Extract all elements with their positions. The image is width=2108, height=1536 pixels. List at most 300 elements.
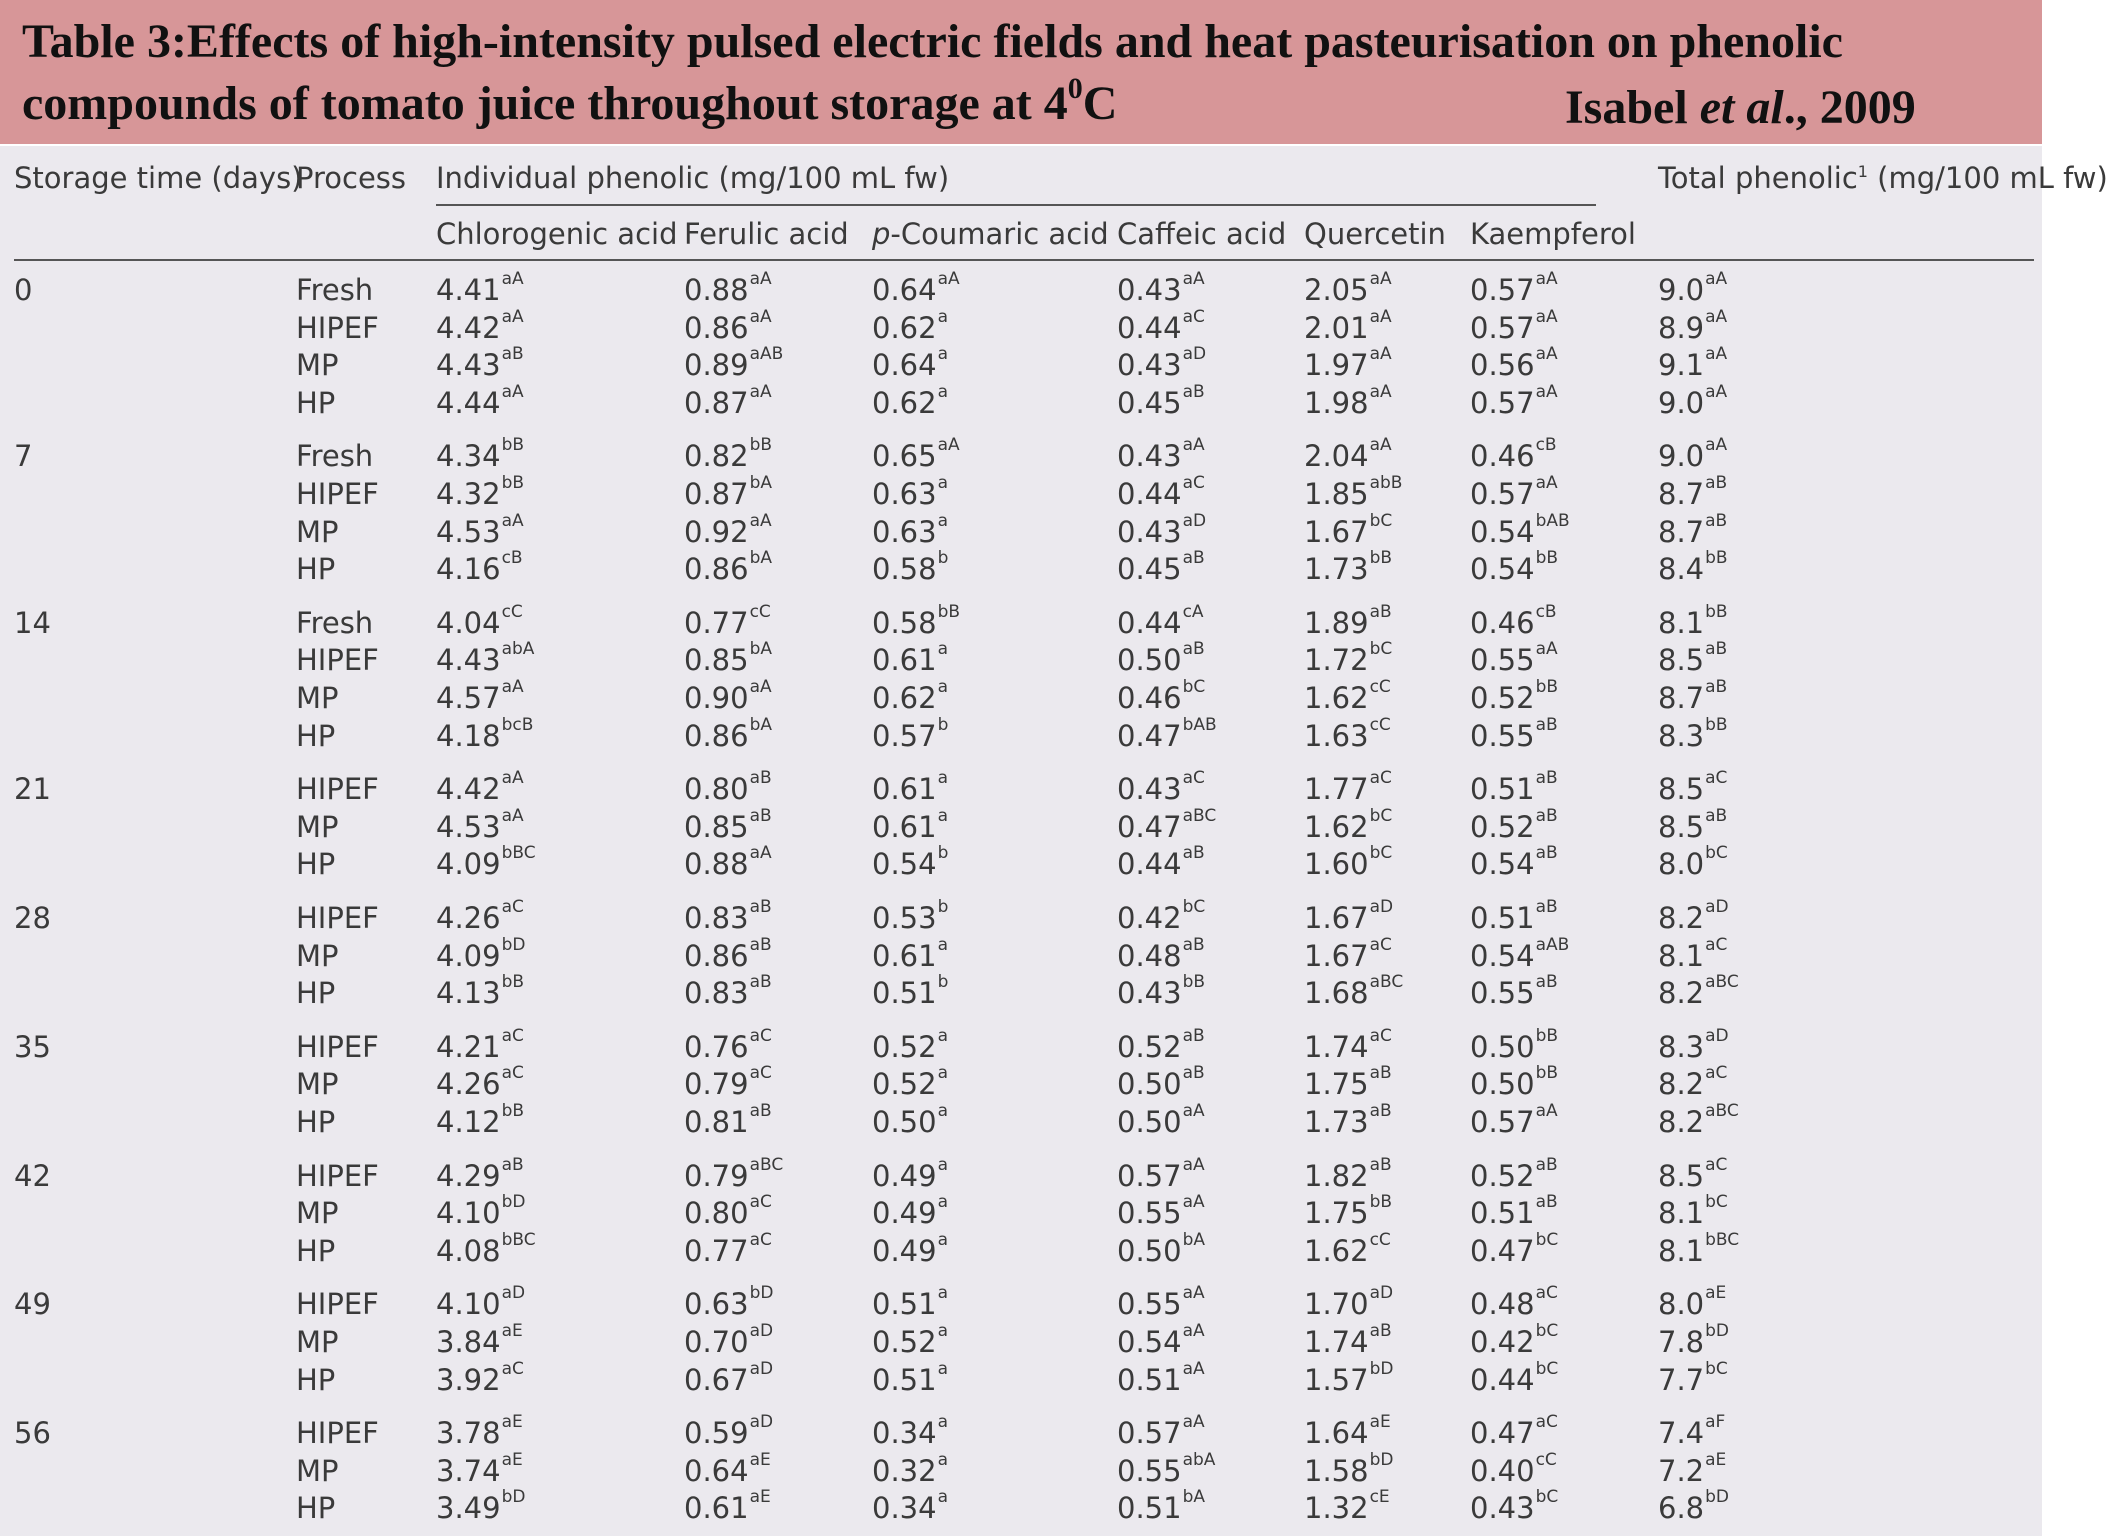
significance-letters: aA — [1705, 435, 1728, 456]
value-number: 0.32 — [872, 1453, 937, 1488]
significance-letters: bA — [749, 548, 772, 569]
value-cell — [1658, 714, 1728, 753]
value-number: 0.64 — [684, 1453, 749, 1488]
value-number: 1.60 — [1304, 847, 1369, 882]
storage-day: 14 — [14, 605, 51, 640]
significance-letters: aE — [501, 1321, 523, 1341]
significance-letters: cC — [1369, 714, 1391, 735]
significance-letters: aB — [1182, 1063, 1205, 1084]
value-number: 8.0 — [1658, 847, 1705, 882]
value-number: 0.47 — [1117, 809, 1182, 844]
value-cell — [872, 843, 949, 882]
value-number: 0.52 — [1470, 809, 1535, 844]
value-number: 0.44 — [1117, 477, 1182, 511]
significance-letters: abA — [1182, 1449, 1216, 1470]
value-number: 1.98 — [1304, 385, 1369, 420]
significance-letters: bB — [1705, 548, 1728, 569]
value-number: 8.5 — [1658, 809, 1705, 844]
value-number: 0.40 — [1470, 1453, 1535, 1488]
value-number: 0.50 — [1117, 1067, 1182, 1102]
value-cell — [1304, 805, 1393, 844]
value-number: 0.46 — [1470, 605, 1535, 640]
value-number: 0.52 — [872, 1067, 937, 1102]
citation — [1565, 80, 1916, 135]
value-cell — [1117, 677, 1206, 715]
value-cell — [436, 344, 524, 383]
significance-letters: a — [937, 306, 948, 327]
significance-letters: a — [937, 768, 948, 789]
value-number: 1.73 — [1304, 552, 1369, 587]
significance-letters: cB — [1535, 601, 1557, 622]
significance-letters: bD — [1369, 1449, 1394, 1470]
significance-letters: aA — [749, 677, 772, 697]
value-number: 0.43 — [1117, 772, 1182, 807]
value-cell — [1470, 381, 1558, 420]
col-header-individual-phenolic: Individual phenolic (mg/100 mL fw) — [436, 161, 950, 195]
value-number: 0.50 — [1117, 643, 1182, 678]
value-number: 0.79 — [684, 1067, 749, 1102]
value-number: 0.50 — [1117, 1233, 1182, 1268]
value-cell — [1304, 714, 1391, 753]
significance-letters: bD — [749, 1283, 774, 1304]
value-number: 0.50 — [1470, 1029, 1535, 1064]
value-cell — [1658, 548, 1728, 587]
significance-letters: aB — [1535, 768, 1558, 789]
value-cell — [1304, 1487, 1390, 1526]
value-number: 0.63 — [684, 1287, 749, 1322]
significance-letters: aD — [749, 1412, 774, 1433]
significance-letters: bB — [1182, 972, 1206, 993]
value-cell — [1304, 1025, 1392, 1064]
value-cell — [436, 805, 524, 844]
value-number: 1.85 — [1304, 477, 1369, 511]
value-number: 0.57 — [1470, 273, 1535, 307]
value-number: 8.0 — [1658, 1287, 1705, 1322]
value-number: 0.51 — [872, 1287, 937, 1322]
value-cell — [1304, 1412, 1391, 1451]
value-number: 0.58 — [872, 552, 937, 587]
value-cell — [1117, 381, 1205, 420]
value-cell — [1304, 306, 1392, 345]
process-cell: MP — [296, 681, 339, 715]
value-cell — [684, 677, 772, 715]
value-cell — [872, 344, 948, 383]
value-cell — [872, 677, 948, 715]
value-cell — [872, 1412, 948, 1451]
value-cell — [1658, 1321, 1730, 1359]
value-number: 0.61 — [872, 809, 937, 844]
value-cell — [436, 473, 525, 511]
value-cell — [436, 435, 525, 474]
value-number: 0.89 — [684, 348, 749, 383]
significance-letters: aC — [501, 897, 524, 917]
value-number: 8.1 — [1658, 938, 1705, 973]
value-number: 0.86 — [684, 938, 749, 973]
significance-letters: aA — [1369, 306, 1392, 327]
process-cell: HIPEF — [296, 643, 379, 678]
significance-letters: aB — [1369, 1154, 1392, 1175]
value-number: 0.86 — [684, 552, 749, 587]
value-cell — [872, 1321, 948, 1359]
value-cell — [684, 639, 772, 678]
significance-letters: aA — [1182, 1101, 1205, 1121]
value-cell — [1470, 1449, 1557, 1488]
value-cell — [1658, 843, 1728, 882]
value-cell — [684, 1321, 774, 1359]
significance-letters: aC — [501, 1025, 524, 1046]
value-number: 1.72 — [1304, 643, 1369, 678]
significance-letters: bC — [1705, 1192, 1728, 1213]
value-cell — [1117, 548, 1205, 587]
significance-letters: aA — [937, 435, 960, 456]
significance-letters: b — [937, 714, 949, 735]
value-cell — [1470, 473, 1558, 511]
value-cell — [1304, 1283, 1394, 1322]
value-cell — [872, 381, 948, 420]
significance-letters: aB — [1705, 510, 1728, 531]
value-number: 0.57 — [1470, 1105, 1535, 1139]
value-number: 0.77 — [684, 605, 749, 640]
significance-letters: aC — [1535, 1283, 1558, 1304]
value-cell — [1470, 1321, 1559, 1359]
value-cell — [1117, 1487, 1205, 1526]
value-cell — [872, 1192, 948, 1231]
value-cell — [684, 473, 772, 511]
storage-day: 35 — [14, 1029, 51, 1064]
value-number: 1.67 — [1304, 938, 1369, 973]
value-number: 0.86 — [684, 718, 749, 753]
value-number: 0.54 — [1117, 1325, 1182, 1359]
value-cell — [1304, 344, 1392, 383]
significance-letters: aB — [1535, 1192, 1558, 1213]
value-number: 0.51 — [872, 976, 937, 1011]
value-cell — [1658, 1063, 1728, 1102]
significance-letters: aB — [1705, 639, 1728, 660]
sub-header-5: Kaempferol — [1470, 217, 1636, 251]
significance-letters: aA — [1182, 1192, 1205, 1213]
process-cell: MP — [296, 1453, 339, 1488]
value-number: 0.57 — [1470, 385, 1535, 420]
significance-letters: aC — [1705, 768, 1728, 789]
value-cell — [872, 972, 949, 1011]
value-number: 7.2 — [1658, 1453, 1705, 1488]
significance-letters: bC — [1369, 510, 1393, 531]
significance-letters: bA — [1182, 1487, 1205, 1508]
value-cell — [684, 934, 772, 973]
table-title-line1: Table 3:Effects of high-intensity pulsed electric fields and heat pasteurisation on phenolic — [22, 15, 1843, 68]
value-number: 0.55 — [1470, 718, 1535, 753]
significance-letters: abA — [501, 639, 535, 660]
value-cell — [1658, 306, 1728, 345]
storage-day: 0 — [14, 273, 33, 307]
significance-letters: aB — [501, 344, 524, 365]
sub-header-1: Ferulic acid — [684, 217, 849, 251]
value-number: 0.44 — [1117, 310, 1182, 345]
value-number: 0.43 — [1117, 976, 1182, 1011]
value-number: 8.7 — [1658, 477, 1705, 511]
value-number: 4.53 — [436, 809, 501, 844]
significance-letters: aB — [501, 1154, 524, 1175]
value-cell — [1117, 843, 1205, 882]
significance-letters: aA — [1369, 269, 1392, 289]
value-number: 0.80 — [684, 1196, 749, 1231]
value-number: 1.67 — [1304, 901, 1369, 935]
process-cell: HIPEF — [296, 901, 379, 935]
value-number: 1.74 — [1304, 1029, 1369, 1064]
significance-letters: bB — [501, 473, 525, 493]
significance-letters: cE — [1369, 1487, 1390, 1508]
significance-letters: aC — [1369, 934, 1392, 955]
value-number: 8.3 — [1658, 718, 1705, 753]
value-cell — [684, 1283, 774, 1322]
value-number: 0.83 — [684, 901, 749, 935]
process-cell: HIPEF — [296, 1158, 379, 1193]
value-cell — [1658, 1025, 1729, 1064]
value-cell — [1470, 1487, 1559, 1526]
value-number: 8.2 — [1658, 1067, 1705, 1102]
value-cell — [436, 1192, 526, 1231]
storage-day: 28 — [14, 901, 51, 935]
significance-letters: aA — [1705, 344, 1728, 365]
total-header-footnote: 1 — [1857, 162, 1868, 181]
significance-letters: bC — [1182, 897, 1206, 917]
value-number: 2.04 — [1304, 439, 1369, 474]
value-cell — [684, 306, 772, 345]
value-cell — [1117, 639, 1205, 678]
degree-superscript: 0 — [1067, 72, 1083, 105]
significance-letters: aC — [1182, 473, 1205, 493]
significance-letters: aA — [1705, 269, 1728, 289]
value-number: 0.51 — [1117, 1491, 1182, 1526]
process-cell: MP — [296, 514, 339, 549]
value-number: 1.73 — [1304, 1105, 1369, 1139]
significance-letters: cC — [749, 601, 771, 622]
significance-letters: aA — [749, 269, 772, 289]
significance-letters: aB — [1369, 601, 1392, 622]
value-cell — [872, 306, 948, 345]
value-number: 3.78 — [436, 1416, 501, 1451]
value-number: 0.76 — [684, 1029, 749, 1064]
significance-letters: aB — [1369, 1063, 1392, 1084]
significance-letters: a — [937, 1063, 948, 1084]
significance-letters: aB — [749, 972, 772, 993]
value-number: 4.41 — [436, 273, 501, 307]
value-cell — [872, 473, 948, 511]
value-number: 4.53 — [436, 514, 501, 549]
value-number: 0.55 — [1470, 643, 1535, 678]
value-cell — [1470, 548, 1559, 587]
value-number: 0.52 — [1470, 681, 1535, 715]
significance-letters: bBC — [1705, 1229, 1740, 1250]
value-number: 1.62 — [1304, 681, 1369, 715]
significance-letters: a — [937, 639, 948, 660]
storage-day: 21 — [14, 772, 51, 807]
value-number: 0.44 — [1117, 605, 1182, 640]
significance-letters: cB — [1535, 435, 1557, 456]
significance-letters: bB — [1705, 601, 1728, 622]
significance-letters: aBC — [1182, 805, 1217, 826]
value-cell — [436, 1487, 526, 1526]
value-cell — [436, 1283, 526, 1322]
significance-letters: aC — [1705, 934, 1728, 955]
value-number: 0.49 — [872, 1196, 937, 1231]
significance-letters: aC — [749, 1192, 772, 1213]
significance-letters: bD — [1369, 1358, 1394, 1379]
significance-letters: bB — [937, 601, 961, 622]
value-number: 0.45 — [1117, 552, 1182, 587]
value-cell — [1470, 344, 1558, 383]
value-cell — [1658, 435, 1728, 474]
value-number: 4.57 — [436, 681, 501, 715]
significance-letters: aA — [1535, 269, 1558, 289]
significance-letters: cC — [501, 601, 523, 622]
significance-letters: bC — [1535, 1487, 1559, 1508]
significance-letters: aE — [1705, 1449, 1727, 1470]
value-number: 7.7 — [1658, 1362, 1705, 1397]
value-cell — [872, 1487, 948, 1526]
significance-letters: aB — [1535, 1154, 1558, 1175]
value-number: 4.43 — [436, 348, 501, 383]
value-cell — [1304, 548, 1393, 587]
significance-letters: aB — [1369, 1321, 1392, 1341]
significance-letters: aA — [1535, 306, 1558, 327]
value-number: 0.62 — [872, 385, 937, 420]
significance-letters: bB — [1535, 1025, 1559, 1046]
value-number: 0.54 — [1470, 938, 1535, 973]
significance-letters: bcB — [501, 714, 534, 735]
significance-letters: a — [937, 344, 948, 365]
significance-letters: aA — [1182, 269, 1205, 289]
significance-letters: aA — [1535, 473, 1558, 493]
storage-day: 7 — [14, 439, 33, 474]
significance-letters: aE — [749, 1449, 771, 1470]
value-number: 0.44 — [1470, 1362, 1535, 1397]
value-cell — [1117, 1192, 1205, 1231]
value-cell — [1658, 1154, 1728, 1193]
col-header-total-phenolic — [1658, 161, 2108, 195]
significance-letters: a — [937, 1358, 948, 1379]
significance-letters: aC — [1182, 768, 1205, 789]
value-number: 0.57 — [872, 718, 937, 753]
significance-letters: a — [937, 805, 948, 826]
value-cell — [1470, 435, 1557, 474]
citation-etal: et al — [1699, 81, 1784, 134]
value-number: 0.87 — [684, 477, 749, 511]
value-number: 0.85 — [684, 809, 749, 844]
value-cell — [872, 601, 961, 640]
significance-letters: aB — [1535, 897, 1558, 917]
value-cell — [1304, 1358, 1394, 1397]
value-cell — [684, 1154, 784, 1193]
significance-letters: bB — [1369, 548, 1393, 569]
value-number: 0.81 — [684, 1105, 749, 1139]
value-cell — [1117, 1229, 1205, 1268]
value-cell — [1470, 1063, 1559, 1102]
value-cell — [684, 972, 772, 1011]
process-cell: HIPEF — [296, 477, 379, 511]
significance-letters: bC — [1369, 843, 1393, 864]
value-number: 0.52 — [1117, 1029, 1182, 1064]
significance-letters: aA — [1182, 435, 1205, 456]
value-number: 8.1 — [1658, 1233, 1705, 1268]
significance-letters: aA — [1369, 435, 1392, 456]
significance-letters: a — [937, 1283, 948, 1304]
significance-letters: a — [937, 677, 948, 697]
sub-header-3: Caffeic acid — [1117, 217, 1287, 251]
significance-letters: aA — [501, 510, 524, 531]
process-cell: MP — [296, 809, 339, 844]
significance-letters: b — [937, 548, 949, 569]
header-rule — [14, 259, 2034, 261]
significance-letters: a — [937, 1449, 948, 1470]
value-cell — [1304, 934, 1392, 973]
value-cell — [436, 1229, 536, 1268]
value-number: 1.58 — [1304, 1453, 1369, 1488]
value-number: 1.62 — [1304, 809, 1369, 844]
value-cell — [1117, 768, 1205, 807]
value-number: 0.57 — [1117, 1158, 1182, 1193]
value-number: 0.80 — [684, 772, 749, 807]
value-number: 0.57 — [1470, 477, 1535, 511]
value-number: 8.5 — [1658, 1158, 1705, 1193]
significance-letters: bA — [749, 714, 772, 735]
value-number: 0.55 — [1117, 1453, 1182, 1488]
value-number: 3.84 — [436, 1325, 501, 1359]
process-cell: HP — [296, 847, 336, 882]
value-cell — [1470, 510, 1570, 549]
value-number: 0.46 — [1470, 439, 1535, 474]
value-number: 0.51 — [1470, 772, 1535, 807]
value-cell — [1470, 897, 1558, 935]
value-cell — [684, 601, 771, 640]
value-cell — [684, 843, 772, 882]
value-number: 0.77 — [684, 1233, 749, 1268]
value-cell — [436, 639, 535, 678]
value-cell — [1117, 344, 1207, 383]
value-number: 0.54 — [1470, 514, 1535, 549]
value-cell — [1117, 1283, 1205, 1322]
value-number: 4.32 — [436, 477, 501, 511]
significance-letters: aB — [1182, 381, 1205, 402]
value-number: 0.63 — [872, 477, 937, 511]
significance-letters: bA — [749, 473, 772, 493]
value-number: 7.8 — [1658, 1325, 1705, 1359]
significance-letters: aB — [749, 768, 772, 789]
value-number: 8.4 — [1658, 552, 1705, 587]
significance-letters: aA — [1182, 1358, 1205, 1379]
value-cell — [436, 381, 524, 420]
value-cell — [1304, 1154, 1392, 1193]
value-cell — [1658, 1449, 1727, 1488]
significance-letters: aD — [1182, 344, 1207, 365]
significance-letters: aA — [1535, 1101, 1558, 1121]
significance-letters: bD — [1705, 1321, 1730, 1341]
significance-letters: aA — [1535, 381, 1558, 402]
value-number: 1.75 — [1304, 1196, 1369, 1231]
value-number: 0.83 — [684, 976, 749, 1011]
value-number: 4.09 — [436, 847, 501, 882]
process-cell: HIPEF — [296, 772, 379, 807]
value-cell — [684, 897, 772, 935]
significance-letters: bD — [501, 934, 526, 955]
value-cell — [872, 1449, 948, 1488]
significance-letters: bB — [501, 435, 525, 456]
value-cell — [1470, 1192, 1558, 1231]
value-number: 8.2 — [1658, 976, 1705, 1011]
value-cell — [1470, 601, 1557, 640]
significance-letters: aD — [1705, 1025, 1729, 1046]
significance-letters: a — [937, 1154, 948, 1175]
